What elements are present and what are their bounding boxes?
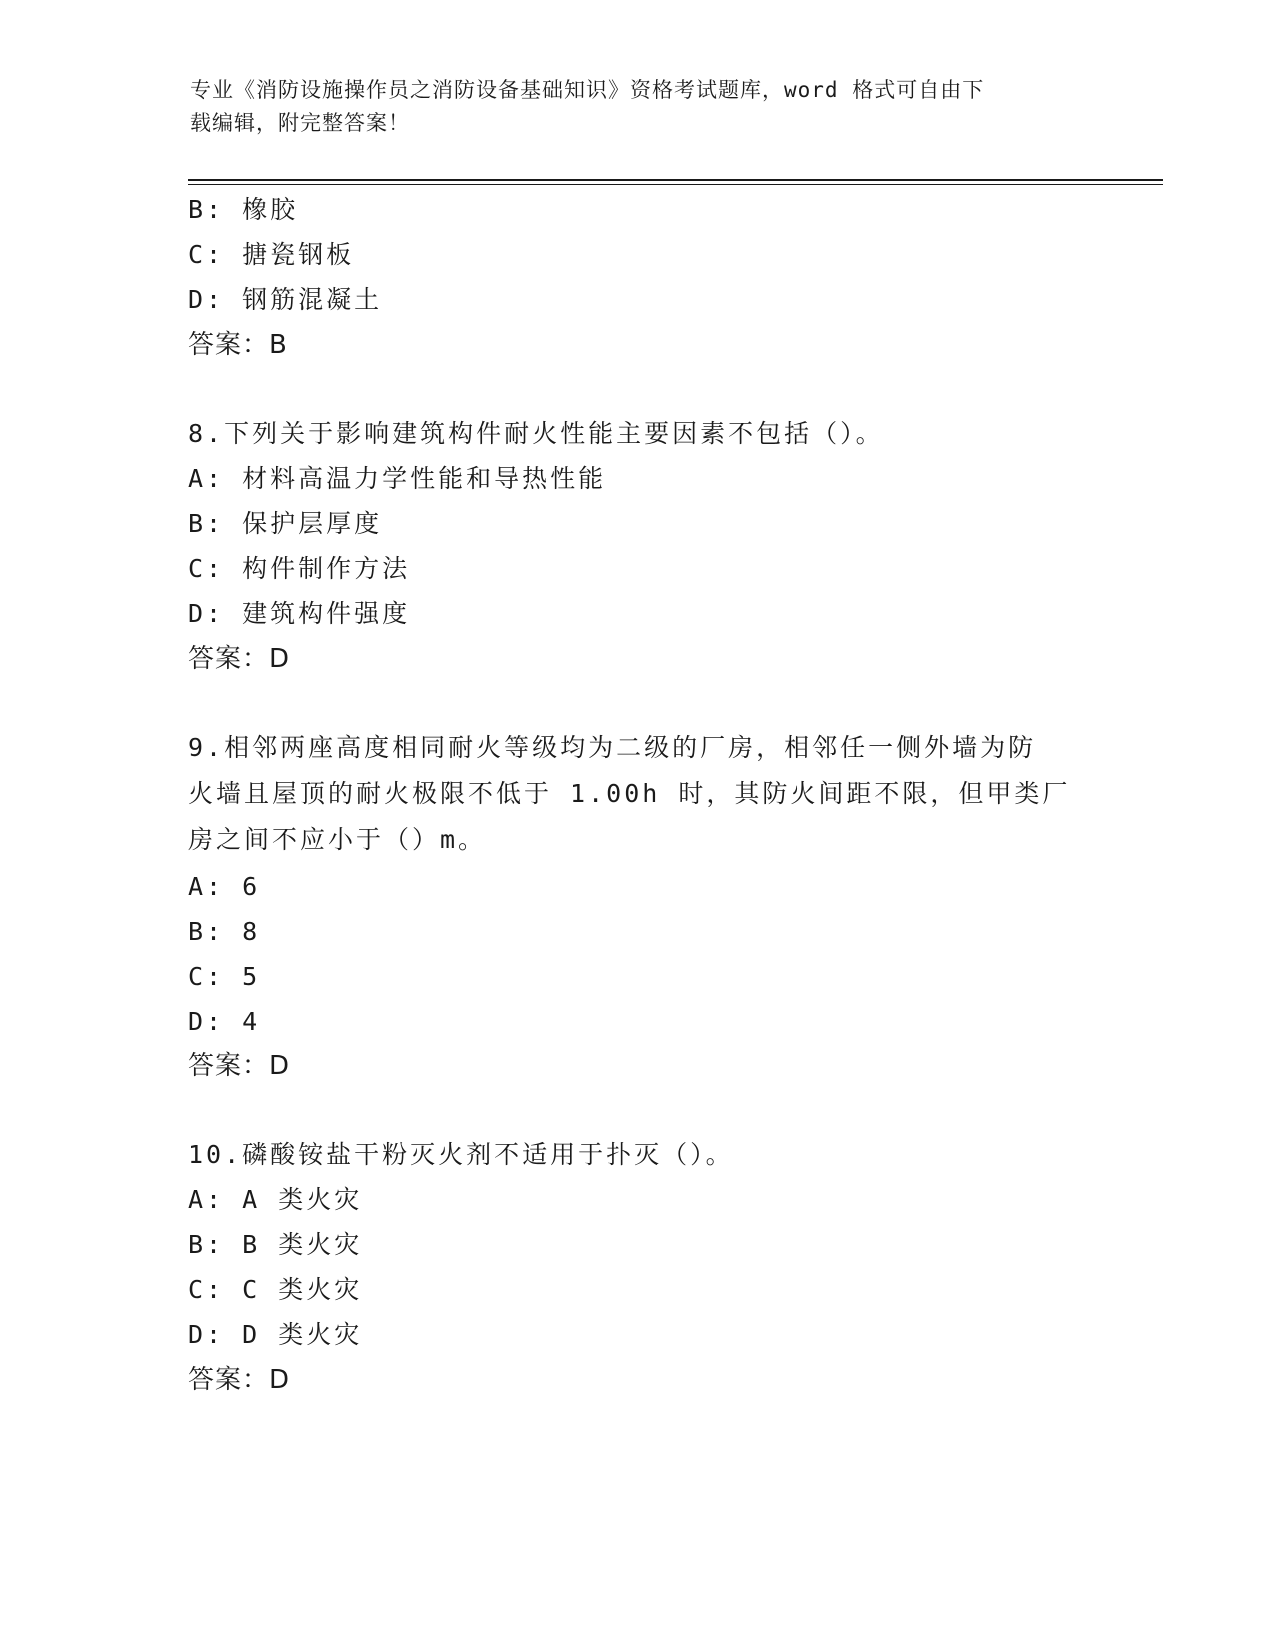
document-header bbox=[190, 74, 1090, 140]
q8-option-d: D: 建筑构件强度 bbox=[188, 599, 411, 628]
q7-option-c: C: 搪瓷钢板 bbox=[188, 240, 355, 269]
header-line-2: 载编辑，附完整答案！ bbox=[190, 111, 410, 135]
q7-answer: 答案：B bbox=[188, 330, 288, 360]
header-line-1: 专业《消防设施操作员之消防设备基础知识》资格考试题库，word 格式可自由下 bbox=[190, 78, 985, 102]
q10-stem: 10.磷酸铵盐干粉灭火剂不适用于扑灭（）。 bbox=[188, 1140, 734, 1169]
q10-answer: 答案：D bbox=[188, 1365, 291, 1395]
q10-option-d: D: D 类火灾 bbox=[188, 1320, 363, 1349]
q9-answer: 答案：D bbox=[188, 1051, 291, 1081]
q9-option-c: C: 5 bbox=[188, 962, 261, 991]
q7-option-d: D: 钢筋混凝土 bbox=[188, 285, 383, 314]
q9-option-a: A: 6 bbox=[188, 872, 261, 901]
q10-option-c: C: C 类火灾 bbox=[188, 1275, 363, 1304]
q9-option-d: D: 4 bbox=[188, 1007, 261, 1036]
q10-option-b: B: B 类火灾 bbox=[188, 1230, 363, 1259]
q8-stem: 8.下列关于影响建筑构件耐火性能主要因素不包括（）。 bbox=[188, 419, 884, 448]
header-divider-thick bbox=[188, 179, 1163, 181]
q8-answer: 答案：D bbox=[188, 644, 291, 674]
q9-stem-line-1: 9.相邻两座高度相同耐火等级均为二级的厂房，相邻任一侧外墙为防 bbox=[188, 733, 1037, 762]
q7-option-b: B: 橡胶 bbox=[188, 195, 299, 224]
q9-option-b: B: 8 bbox=[188, 917, 261, 946]
q10-option-a: A: A 类火灾 bbox=[188, 1185, 363, 1214]
header-divider-thin bbox=[188, 184, 1163, 185]
q9-stem-line-3: 房之间不应小于（）m。 bbox=[188, 825, 487, 854]
q9-stem-line-2: 火墙且屋顶的耐火极限不低于 1.00h 时，其防火间距不限，但甲类厂 bbox=[188, 779, 1071, 808]
q8-option-b: B: 保护层厚度 bbox=[188, 509, 383, 538]
q8-option-a: A: 材料高温力学性能和导热性能 bbox=[188, 464, 607, 493]
q8-option-c: C: 构件制作方法 bbox=[188, 554, 411, 583]
q9-stem bbox=[188, 725, 1071, 863]
